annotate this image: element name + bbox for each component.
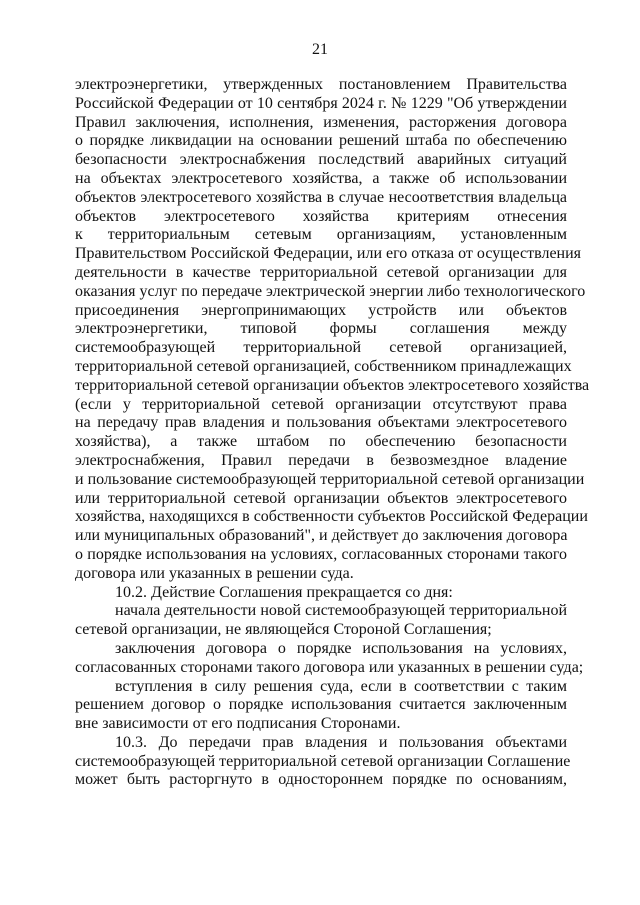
text-line: к территориальным сетевым организациям, установленным <box>75 226 567 244</box>
text-line: электроснабжения, Правил передачи в безвозмездное владение <box>75 451 567 469</box>
text-line: объектов электросетевого хозяйства в случае несоответствия владельца <box>75 188 567 206</box>
text-line: хозяйства), а также штабом по обеспечению безопасности <box>75 433 567 451</box>
text-line: начала деятельности новой системообразующей территориальной <box>115 602 567 620</box>
text-line: или муниципальных образований", и действует до заключения договора <box>75 527 568 545</box>
text-line: 10.3. До передачи прав владения и пользования объектами <box>115 733 567 751</box>
text-line: или территориальной сетевой организации объектов электросетевого <box>75 489 567 507</box>
text-line: оказания услуг по передаче электрической энергии либо технологического <box>75 282 586 300</box>
text-line: Правил заключения, исполнения, изменения, расторжения договора <box>75 113 567 131</box>
text-line: территориальной сетевой организации объектов электросетевого хозяйства <box>75 376 590 394</box>
text-line: вступления в силу решения суда, если в соответствии с таким <box>115 677 567 695</box>
text-line: и пользование системообразующей территориальной сетевой организации <box>75 470 585 488</box>
text-line: сетевой организации, не являющейся Стороной Соглашения; <box>75 621 492 639</box>
text-line: хозяйства, находящихся в собственности субъектов Российской Федерации <box>75 508 588 526</box>
text-line: заключения договора о порядке использования на условиях, <box>115 639 567 657</box>
text-line: 10.2. Действие Соглашения прекращается со дня: <box>115 583 453 601</box>
text-line: электроэнергетики, утвержденных постановлением Правительства <box>75 76 567 93</box>
text-line: согласованных сторонами такого договора или указанных в решении суда; <box>75 658 584 676</box>
text-line: деятельности в качестве территориальной сетевой организации для <box>75 263 567 281</box>
text-line: территориальной сетевой организацией, собственником принадлежащих <box>75 357 572 375</box>
text-line: системообразующей территориальной сетевой организации Соглашение <box>75 752 571 770</box>
text-line: Российской Федерации от 10 сентября 2024 г. № 1229 "Об утверждении <box>75 94 567 112</box>
text-line: системообразующей территориальной сетевой организацией, <box>75 339 567 357</box>
text-line: на объектах электросетевого хозяйства, а также об использовании <box>75 169 567 187</box>
text-line: на передачу прав владения и пользования объектами электросетевого <box>75 414 567 432</box>
text-line: объектов электросетевого хозяйства критериям отнесения <box>75 207 567 225</box>
text-line: присоединения энергопринимающих устройств или объектов <box>75 301 567 319</box>
text-line: (если у территориальной сетевой организации отсутствуют права <box>75 395 567 413</box>
text-line: решением договор о порядке использования считается заключенным <box>75 696 567 714</box>
text-line: Правительством Российской Федерации, или его отказа от осуществления <box>75 245 582 263</box>
text-line: вне зависимости от его подписания Сторонами. <box>75 715 401 733</box>
text-line: о порядке ликвидации на основании решений штаба по обеспечению <box>75 132 567 150</box>
text-line: безопасности электроснабжения последствий аварийных ситуаций <box>75 151 567 169</box>
page-number: 21 <box>312 41 328 58</box>
text-line: электроэнергетики, типовой формы соглашения между <box>75 320 567 338</box>
text-line: о порядке использования на условиях, согласованных сторонами такого <box>75 545 567 563</box>
text-line: может быть расторгнуто в одностороннем порядке по основаниям, <box>75 771 567 789</box>
text-line: договора или указанных в решении суда. <box>75 564 354 582</box>
document-body <box>75 76 590 790</box>
